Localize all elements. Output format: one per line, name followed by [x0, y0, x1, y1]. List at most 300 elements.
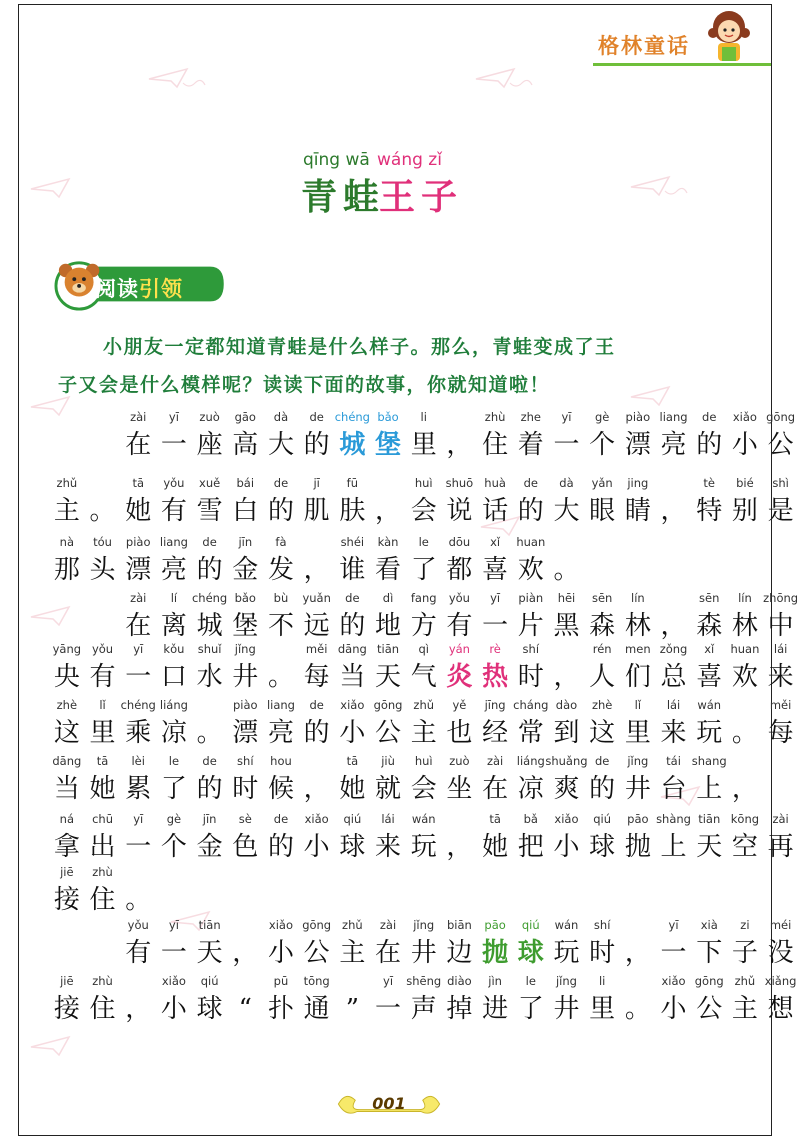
- story-character: [477, 535, 513, 597]
- pinyin: piào: [232, 698, 258, 712]
- pinyin: piàn: [518, 591, 544, 605]
- hanzi: 肤: [339, 496, 366, 526]
- hanzi: 也: [446, 718, 473, 748]
- pinyin: yī: [168, 410, 179, 424]
- story-character: [192, 812, 228, 874]
- hanzi: 一: [660, 938, 687, 968]
- story-character: [406, 476, 442, 538]
- pinyin: jǐng: [234, 642, 256, 656]
- story-character: [549, 410, 585, 472]
- story-character: [620, 698, 656, 760]
- hanzi: 累: [125, 774, 152, 804]
- hanzi: 进: [482, 994, 509, 1024]
- hanzi: 扑: [267, 994, 294, 1024]
- pinyin: men: [625, 642, 651, 656]
- story-character: [263, 974, 299, 1036]
- hanzi: 发: [267, 555, 294, 585]
- story-character: [406, 410, 442, 472]
- story-character: [513, 535, 549, 597]
- pinyin: shéi: [340, 535, 365, 549]
- hanzi: 里: [410, 430, 437, 460]
- hanzi: 的: [196, 774, 223, 804]
- pinyin: jìn: [488, 974, 502, 988]
- hanzi: 。: [553, 555, 580, 585]
- pinyin: qiú: [593, 812, 612, 826]
- pinyin: shuǐ: [197, 642, 222, 656]
- story-character: [227, 974, 263, 1036]
- story-character: [299, 754, 335, 816]
- story-character: [49, 918, 85, 980]
- pinyin: chéng: [120, 698, 156, 712]
- pinyin: xiǎo: [268, 918, 294, 932]
- hanzi: ，: [232, 938, 259, 968]
- story-character: [299, 812, 335, 874]
- story-character: [406, 974, 442, 1036]
- hanzi: 有: [160, 496, 187, 526]
- pinyin: pāo: [484, 918, 506, 932]
- story-character: [763, 812, 798, 874]
- hanzi: 来: [660, 718, 687, 748]
- pinyin: lí: [170, 591, 178, 605]
- pinyin: de: [523, 476, 538, 490]
- pinyin: zài: [130, 591, 147, 605]
- story-character: [156, 476, 192, 538]
- pinyin: měi: [769, 698, 792, 712]
- hanzi: 亮: [267, 718, 294, 748]
- hanzi: 里: [589, 994, 616, 1024]
- story-character: [192, 476, 228, 538]
- story-character: [85, 918, 121, 980]
- pinyin: chéng: [334, 410, 370, 424]
- hanzi: 。: [267, 662, 294, 692]
- pinyin: huì: [414, 754, 433, 768]
- story-character: [442, 812, 478, 874]
- hanzi: 当: [53, 774, 80, 804]
- pinyin: jiù: [381, 754, 395, 768]
- hanzi: 喜: [482, 555, 509, 585]
- pinyin: xiǎng: [764, 974, 797, 988]
- story-character: [727, 698, 763, 760]
- hanzi: 通: [303, 994, 330, 1024]
- pinyin: de: [202, 535, 217, 549]
- hanzi: 边: [446, 938, 473, 968]
- story-character: [727, 754, 763, 816]
- intro-line: 小朋友一定都知道青蛙是什么样子。那么，青蛙变成了王: [103, 336, 616, 358]
- story-character: [335, 535, 371, 597]
- hanzi: 一: [125, 662, 152, 692]
- hanzi: 。: [196, 718, 223, 748]
- hanzi: 声: [410, 994, 437, 1024]
- hanzi: 水: [196, 662, 223, 692]
- story-character: [120, 754, 156, 816]
- story-character: [156, 754, 192, 816]
- pinyin: wán: [697, 698, 722, 712]
- pinyin: de: [345, 591, 360, 605]
- hanzi: 黑: [553, 611, 580, 641]
- story-character: [49, 698, 85, 760]
- story-character: [263, 918, 299, 980]
- story-line: [49, 535, 584, 597]
- story-character: [406, 812, 442, 874]
- story-character: [156, 698, 192, 760]
- hanzi: 片: [517, 611, 544, 641]
- pinyin: jǐng: [627, 754, 649, 768]
- intro-line: 子又会是什么模样呢？读读下面的故事，你就知道啦！: [58, 374, 551, 396]
- hanzi: 小: [267, 938, 294, 968]
- paper-plane-decoration-icon: [29, 177, 89, 201]
- pinyin: qiú: [200, 974, 219, 988]
- hanzi: 的: [517, 496, 544, 526]
- pinyin: yāng: [52, 642, 82, 656]
- story-character: [442, 754, 478, 816]
- hanzi: ，: [446, 832, 473, 862]
- title-qingwa: 青蛙: [301, 176, 386, 218]
- hanzi: ，: [375, 496, 402, 526]
- hanzi: 井: [553, 994, 580, 1024]
- pinyin: li: [598, 974, 606, 988]
- hanzi: 个: [160, 832, 187, 862]
- hanzi: 大: [553, 496, 580, 526]
- hanzi: 看: [375, 555, 402, 585]
- story-character: [406, 754, 442, 816]
- pinyin: tiān: [698, 812, 721, 826]
- story-character: [656, 812, 692, 874]
- pinyin: bié: [736, 476, 754, 490]
- pinyin: qiú: [343, 812, 362, 826]
- hanzi: 亮: [160, 555, 187, 585]
- pinyin: shì: [772, 476, 789, 490]
- story-character: [299, 918, 335, 980]
- story-character: [370, 535, 406, 597]
- story-character: [156, 535, 192, 597]
- hanzi: 一: [160, 938, 187, 968]
- pinyin: chū: [92, 812, 113, 826]
- hanzi: 坐: [446, 774, 473, 804]
- pinyin: xiǎo: [732, 410, 757, 424]
- story-character: [120, 974, 156, 1036]
- pinyin: qì: [418, 642, 429, 656]
- hanzi: 高: [232, 430, 259, 460]
- pinyin: zhǔ: [56, 476, 78, 490]
- pinyin: lǐ: [634, 698, 642, 712]
- hanzi: 白: [232, 496, 259, 526]
- hanzi: 色: [232, 832, 259, 862]
- pinyin: le: [525, 974, 536, 988]
- story-character: [656, 698, 692, 760]
- hanzi: 了: [410, 555, 437, 585]
- pinyin: měi: [305, 642, 328, 656]
- pinyin: kōng: [730, 812, 760, 826]
- story-character: [442, 476, 478, 538]
- story-character: [620, 410, 656, 472]
- hanzi: 森: [589, 611, 616, 641]
- pinyin: dāng: [52, 754, 82, 768]
- story-character: [299, 974, 335, 1036]
- pinyin: hou: [270, 754, 292, 768]
- pinyin: zài: [486, 754, 504, 768]
- pinyin: liang: [159, 535, 188, 549]
- story-character: [370, 476, 406, 538]
- hanzi: 着: [517, 430, 544, 460]
- hanzi: 有: [89, 662, 116, 692]
- story-character: [299, 535, 335, 597]
- hanzi: 不: [267, 611, 294, 641]
- story-character: [335, 754, 371, 816]
- hanzi: ，: [660, 496, 687, 526]
- story-character: [263, 812, 299, 874]
- pinyin: fū: [346, 476, 359, 490]
- pinyin: sēn: [699, 591, 720, 605]
- story-character: [584, 754, 620, 816]
- hanzi: 里: [89, 718, 116, 748]
- hanzi: 别: [731, 496, 758, 526]
- pinyin: de: [273, 476, 289, 490]
- story-character: [120, 410, 156, 472]
- hanzi: 谁: [339, 555, 366, 585]
- story-character: [192, 974, 228, 1036]
- hanzi: 玩: [696, 718, 723, 748]
- story-character: [192, 410, 228, 472]
- pinyin: zài: [379, 918, 397, 932]
- hanzi: 炎: [446, 662, 473, 692]
- story-character: [656, 754, 692, 816]
- pinyin: tiān: [198, 918, 221, 932]
- hanzi: 里: [624, 718, 651, 748]
- hanzi: 空: [731, 832, 758, 862]
- hanzi: 凉: [160, 718, 187, 748]
- story-character: [263, 698, 299, 760]
- pinyin: zhù: [92, 865, 113, 879]
- story-character: [335, 974, 371, 1036]
- pinyin: sēn: [591, 591, 613, 605]
- pinyin: zhè: [591, 698, 613, 712]
- story-line: [49, 754, 763, 816]
- hanzi: 主: [339, 938, 366, 968]
- pinyin: piào: [125, 535, 151, 549]
- hanzi: 都: [446, 555, 473, 585]
- story-character: [85, 974, 121, 1036]
- hanzi: 小: [731, 430, 758, 460]
- story-character: [192, 535, 228, 597]
- pinyin: jī: [313, 476, 320, 490]
- story-character: [763, 918, 798, 980]
- hanzi: 来: [375, 832, 402, 862]
- hanzi: 一: [125, 832, 152, 862]
- story-character: [620, 812, 656, 874]
- hanzi: 抛: [624, 832, 651, 862]
- story-character: [691, 410, 727, 472]
- hanzi: 一: [482, 611, 509, 641]
- story-character: [584, 476, 620, 538]
- pinyin: xiǎo: [554, 812, 579, 826]
- page-number: 001: [372, 1094, 406, 1113]
- pinyin: yī: [490, 591, 501, 605]
- story-character: [370, 974, 406, 1036]
- pinyin: xiǎo: [340, 698, 365, 712]
- hanzi: 每: [767, 718, 794, 748]
- hanzi: 金: [232, 555, 259, 585]
- paper-plane-decoration-icon: [29, 1035, 89, 1059]
- hanzi: 会: [410, 774, 437, 804]
- story-character: [691, 642, 727, 704]
- pinyin: kǒu: [163, 642, 185, 656]
- hanzi: 上: [660, 832, 687, 862]
- pinyin: tè: [703, 476, 716, 490]
- hanzi: ，: [731, 774, 758, 804]
- hanzi: 住: [89, 994, 116, 1024]
- pinyin: gōng: [766, 410, 796, 424]
- hanzi: ，: [303, 555, 330, 585]
- story-character: [584, 642, 620, 704]
- pinyin: gōng: [694, 974, 724, 988]
- pinyin: yī: [168, 918, 179, 932]
- hanzi: 人: [589, 662, 616, 692]
- hanzi: 堡: [232, 611, 259, 641]
- hanzi: 公: [767, 430, 794, 460]
- hanzi: 在: [125, 430, 152, 460]
- hanzi: 她: [482, 832, 509, 862]
- story-character: [227, 476, 263, 538]
- pinyin: gè: [166, 812, 182, 826]
- hanzi: 有: [446, 611, 473, 641]
- story-character: [584, 698, 620, 760]
- pinyin: shàng: [656, 812, 691, 826]
- pinyin: xià: [700, 918, 718, 932]
- story-character: [620, 754, 656, 816]
- paper-plane-decoration-icon: [629, 175, 689, 199]
- story-character: [513, 812, 549, 874]
- hanzi: 井: [410, 938, 437, 968]
- hanzi: 她: [89, 774, 116, 804]
- pinyin: cháng: [513, 698, 549, 712]
- hanzi: ，: [303, 774, 330, 804]
- pinyin: ná: [59, 812, 75, 826]
- story-character: [477, 918, 513, 980]
- story-character: [549, 698, 585, 760]
- hanzi: 话: [482, 496, 509, 526]
- story-character: [513, 642, 549, 704]
- hanzi: 城: [339, 430, 366, 460]
- pinyin: lǐ: [99, 698, 106, 712]
- paper-plane-decoration-icon: [147, 67, 207, 91]
- hanzi: 头: [89, 555, 116, 585]
- story-character: [370, 812, 406, 874]
- pinyin: pū: [273, 974, 289, 988]
- pinyin: zhù: [92, 974, 113, 988]
- hanzi: 个: [589, 430, 616, 460]
- story-character: [227, 812, 263, 874]
- story-line: [49, 918, 798, 980]
- hanzi: 她: [339, 774, 366, 804]
- story-character: [513, 754, 549, 816]
- pinyin: lín: [738, 591, 752, 605]
- title-wangzi: 王子: [379, 176, 464, 218]
- reading-guide-label-b: 引领: [139, 277, 183, 301]
- story-character: [442, 974, 478, 1036]
- story-character: [156, 812, 192, 874]
- hanzi: 天: [696, 832, 723, 862]
- story-character: [477, 698, 513, 760]
- pinyin: shí: [237, 754, 254, 768]
- title-pinyin-qingwa: qīng wā: [303, 150, 370, 170]
- story-character: [335, 698, 371, 760]
- story-character: [620, 974, 656, 1036]
- hanzi: 是: [767, 496, 794, 526]
- story-character: [192, 754, 228, 816]
- story-character: [691, 974, 727, 1036]
- story-character: [406, 535, 442, 597]
- pinyin: gōng: [373, 698, 403, 712]
- hanzi: 特: [696, 496, 723, 526]
- hanzi: 们: [624, 662, 651, 692]
- hanzi: 那: [53, 555, 80, 585]
- hanzi: 森: [696, 611, 723, 641]
- hanzi: 经: [482, 718, 509, 748]
- hanzi: 每: [303, 662, 330, 692]
- story-character: [763, 698, 798, 760]
- story-character: [477, 812, 513, 874]
- hanzi: 想: [767, 994, 794, 1024]
- story-character: [620, 918, 656, 980]
- pinyin: jing: [627, 476, 649, 490]
- hanzi: 总: [660, 662, 687, 692]
- pinyin: lèi: [131, 754, 145, 768]
- pinyin: xuě: [199, 476, 221, 490]
- story-character: [85, 754, 121, 816]
- pinyin: lái: [666, 698, 681, 712]
- hanzi: 拿: [53, 832, 80, 862]
- pinyin: tā: [96, 754, 109, 768]
- hanzi: 堡: [375, 430, 402, 460]
- hanzi: 掉: [446, 994, 473, 1024]
- story-character: [120, 642, 156, 704]
- story-character: [406, 918, 442, 980]
- story-character: [584, 410, 620, 472]
- story-character: [49, 476, 85, 538]
- hanzi: 城: [196, 611, 223, 641]
- hanzi: 这: [53, 718, 80, 748]
- pinyin: xiǎo: [661, 974, 686, 988]
- hanzi: 下: [696, 938, 723, 968]
- pinyin: piào: [625, 410, 651, 424]
- pinyin: yǒu: [163, 476, 185, 490]
- pinyin: zhǔ: [342, 918, 363, 932]
- story-character: [370, 754, 406, 816]
- story-character: [406, 698, 442, 760]
- hanzi: 的: [267, 832, 294, 862]
- pinyin: bǎo: [234, 591, 256, 605]
- pinyin: yǎn: [591, 476, 613, 490]
- hanzi: 主: [731, 994, 758, 1024]
- hanzi: 这: [589, 718, 616, 748]
- hanzi: 了: [160, 774, 187, 804]
- hanzi: “: [238, 994, 252, 1024]
- hanzi: 住: [89, 885, 116, 915]
- story-character: [477, 974, 513, 1036]
- hanzi: 主: [410, 718, 437, 748]
- pinyin: xǐ: [490, 535, 501, 549]
- pinyin: shí: [522, 642, 540, 656]
- story-line: [49, 642, 798, 704]
- story-character: [477, 476, 513, 538]
- pinyin: wán: [411, 812, 436, 826]
- story-character: [691, 918, 727, 980]
- hanzi: 时: [517, 662, 544, 692]
- pinyin: yī: [383, 974, 394, 988]
- story-character: [299, 410, 335, 472]
- pinyin: dāng: [337, 642, 367, 656]
- story-line: [49, 974, 798, 1036]
